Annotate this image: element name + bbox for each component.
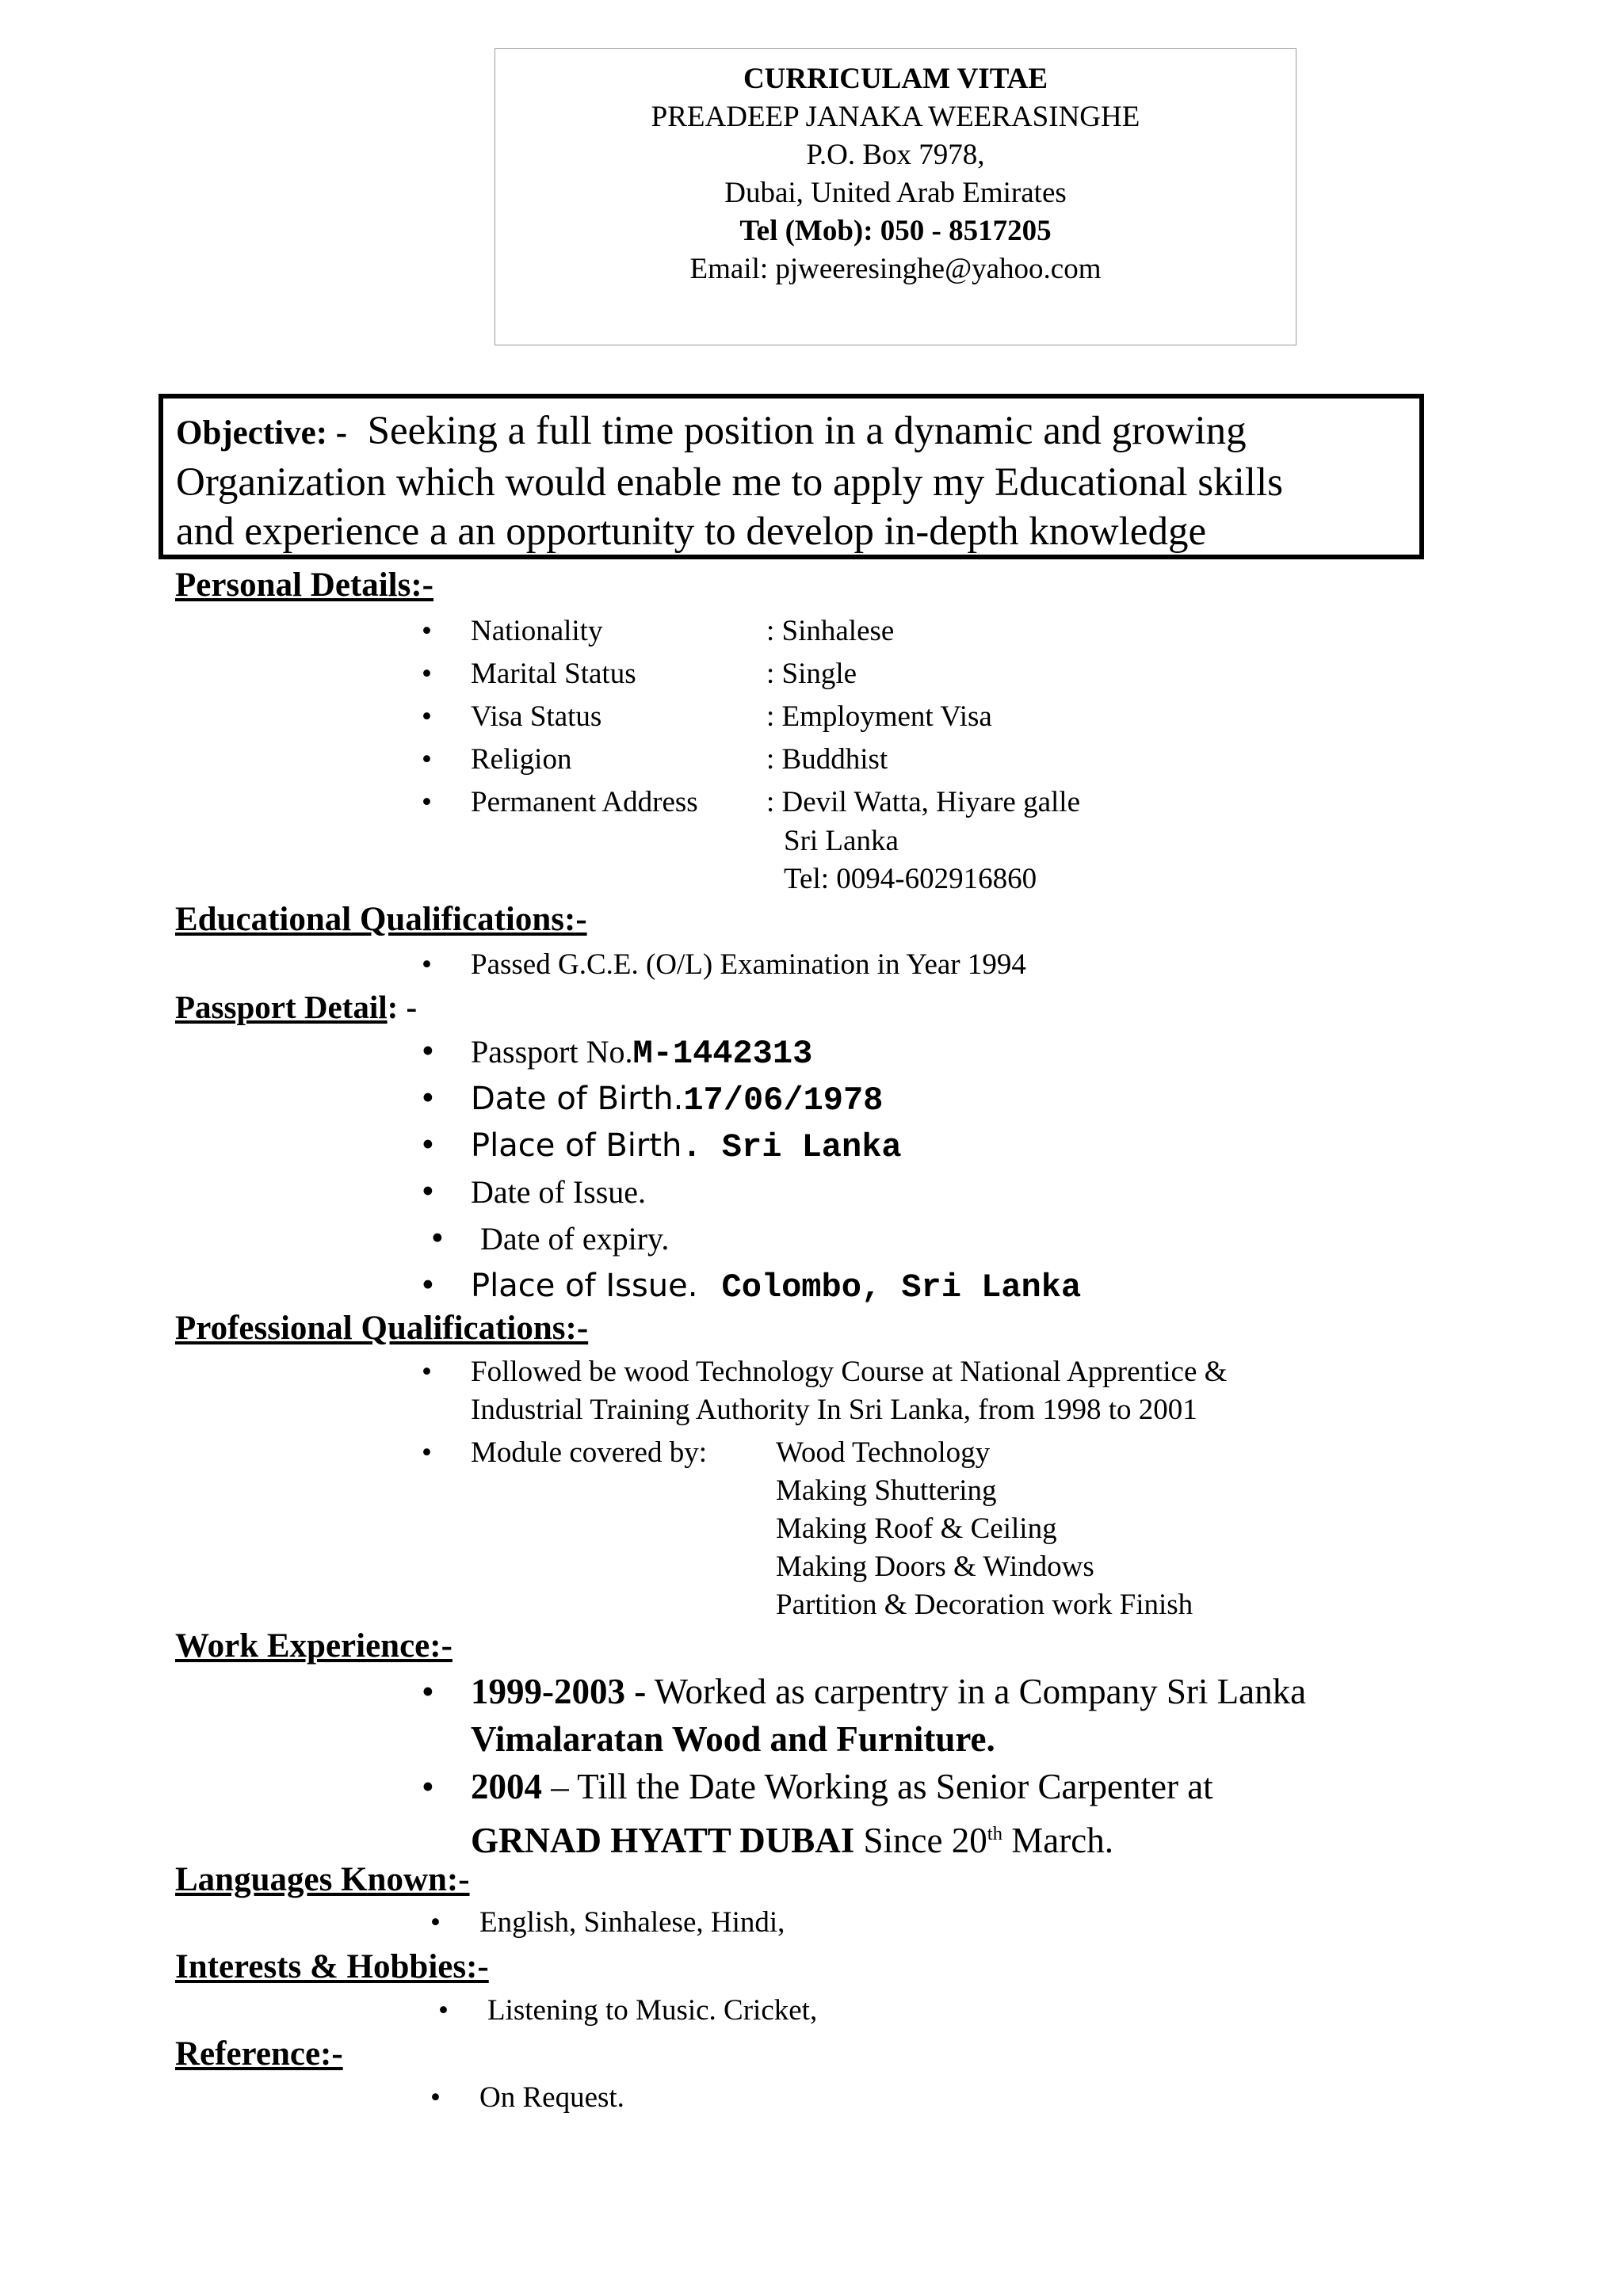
personal-label: Nationality <box>471 615 603 647</box>
issue-place-label: Place of Issue. <box>471 1268 698 1304</box>
pob-row <box>471 1123 902 1169</box>
professional-heading: Professional Qualifications:- <box>175 1310 589 1347</box>
module-item: Making Doors & Windows <box>776 1550 1094 1583</box>
job-2 <box>471 1765 1213 1808</box>
personal-value: : Buddhist <box>766 743 888 776</box>
job-1-company: Vimalaratan Wood and Furniture. <box>471 1719 995 1759</box>
issue-date-label: Date of Issue. <box>471 1174 647 1210</box>
languages-item: • English, Sinhalese, Hindi, <box>479 1905 785 1940</box>
module-item: Partition & Decoration work Finish <box>776 1589 1193 1621</box>
education-item: • Passed G.C.E. (O/L) Examination in Year 1994 <box>471 948 1026 982</box>
module-item: Making Shuttering <box>776 1474 997 1507</box>
job-1-years: 1999-2003 - <box>471 1672 647 1711</box>
personal-row-address <box>471 785 698 820</box>
reference-heading: Reference:- <box>175 2035 343 2073</box>
interests-item: • Listening to Music. Cricket, <box>487 1993 817 2028</box>
module-item: Wood Technology <box>776 1436 991 1469</box>
phone-number: Tel (Mob): 050 - 8517205 <box>739 215 1052 247</box>
passport-heading-suffix: : - <box>387 989 418 1025</box>
issue-date-row <box>471 1169 646 1214</box>
personal-row-religion <box>471 742 571 777</box>
passport-number-row <box>471 1029 812 1075</box>
job-1 <box>471 1670 1306 1713</box>
candidate-name: PREADEEP JANAKA WEERASINGHE <box>651 101 1140 133</box>
course-line-1: • Followed be wood Technology Course at National Apprentice & <box>471 1355 1227 1390</box>
expiry-row <box>480 1216 669 1261</box>
issue-place-row <box>471 1263 1081 1309</box>
reference-item: • On Request. <box>479 2081 624 2115</box>
pob-value: . Sri Lanka <box>682 1128 902 1166</box>
job-2-company: GRNAD HYATT DUBAI <box>471 1821 855 1860</box>
personal-row-marital <box>471 657 636 692</box>
personal-value: : Devil Watta, Hiyare galle <box>766 786 1080 818</box>
email-address: Email: pjweeresinghe@yahoo.com <box>689 253 1102 285</box>
passport-number-value: M-1442313 <box>632 1035 813 1073</box>
personal-row-visa <box>471 700 601 734</box>
header-box <box>495 48 1296 345</box>
personal-value: : Employment Visa <box>766 700 992 733</box>
personal-label: Permanent Address <box>471 786 698 818</box>
objective-line-1 <box>176 406 1407 458</box>
job-1-text: Worked as carpentry in a Company Sri Lanka <box>654 1672 1307 1711</box>
job-2-sup: th <box>987 1823 1003 1844</box>
passport-number-label: Passport No. <box>471 1034 633 1070</box>
address-line-1: P.O. Box 7978, <box>806 139 985 171</box>
passport-heading: Passport Detail <box>175 989 388 1025</box>
passport-heading-row <box>175 988 417 1026</box>
languages-heading: Languages Known:- <box>175 1861 470 1898</box>
personal-value: : Sinhalese <box>766 615 895 647</box>
cv-title: CURRICULAM VITAE <box>743 63 1048 95</box>
objective-box <box>158 394 1424 559</box>
dob-label: Date of Birth. <box>471 1081 684 1117</box>
expiry-label: Date of expiry. <box>480 1221 670 1257</box>
job-2-company-row <box>471 1813 1113 1862</box>
work-heading: Work Experience:- <box>175 1627 453 1665</box>
personal-label: Religion <box>471 743 572 776</box>
dob-row <box>471 1076 883 1122</box>
issue-place-value: Colombo, Sri Lanka <box>721 1268 1082 1306</box>
personal-label: Marital Status <box>471 658 636 690</box>
objective-text-3: and experience a an opportunity to develop in-depth knowledge <box>176 509 1207 554</box>
dob-value: 17/06/1978 <box>683 1081 884 1119</box>
address-country: Sri Lanka <box>784 825 899 857</box>
objective-text-2: Organization which would enable me to apply my Educational skills <box>176 460 1283 505</box>
address-phone: Tel: 0094-602916860 <box>784 863 1037 895</box>
job-2-year: 2004 <box>471 1767 542 1806</box>
personal-details-heading: Personal Details:- <box>175 566 434 604</box>
job-2-text: – Till the Date Working as Senior Carpenter at <box>551 1767 1213 1806</box>
objective-label: Objective: - <box>176 414 348 452</box>
address-line-2: Dubai, United Arab Emirates <box>724 177 1067 209</box>
education-heading: Educational Qualifications:- <box>175 901 587 938</box>
job-2-since: Since 20 <box>863 1821 987 1860</box>
course-line-2: Industrial Training Authority In Sri Lanka, from 1998 to 2001 <box>471 1394 1197 1426</box>
personal-value: : Single <box>766 658 857 690</box>
objective-text-1: Seeking a full time position in a dynamic and growing <box>367 409 1247 453</box>
interests-heading: Interests & Hobbies:- <box>175 1948 489 1985</box>
module-item: Making Roof & Ceiling <box>776 1512 1057 1545</box>
job-2-month: March. <box>1011 1821 1113 1860</box>
personal-label: Visa Status <box>471 700 602 733</box>
personal-row-nationality <box>471 614 602 649</box>
pob-label: Place of Birth <box>471 1127 682 1164</box>
module-label: • Module covered by: <box>471 1436 707 1470</box>
